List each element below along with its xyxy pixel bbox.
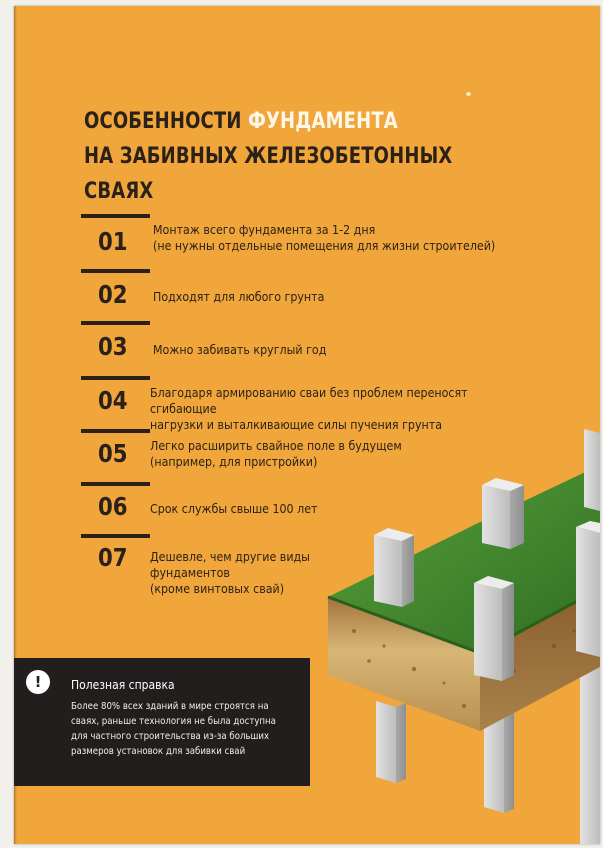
feature-divider	[81, 429, 150, 433]
feature-divider	[81, 482, 150, 486]
pile-upper-back	[482, 478, 524, 549]
feature-number: 01	[98, 227, 128, 256]
feature-text	[153, 222, 501, 254]
feature-divider	[81, 376, 150, 380]
feature-number: 06	[98, 492, 128, 521]
feature-divider	[81, 321, 150, 325]
piles-in-ground-illustration	[314, 421, 600, 844]
info-text	[71, 699, 276, 759]
feature-text	[153, 289, 501, 305]
info-text-line: для частного строительства из-за больших	[71, 731, 270, 742]
useful-info-box	[14, 658, 310, 786]
pile-upper-right	[576, 429, 600, 657]
feature-text-line: Легко расширить свайное поле в будущем	[150, 438, 402, 453]
title-highlight: ФУНДАМЕНТА	[248, 108, 398, 134]
feature-text-line: фундаментов	[150, 565, 230, 580]
feature-number: 03	[98, 332, 128, 361]
feature-number: 02	[98, 280, 128, 309]
feature-text-line: Подходят для любого грунта	[153, 289, 325, 304]
paper-speck	[466, 92, 471, 96]
feature-text-line: Срок службы свыше 100 лет	[150, 501, 318, 516]
info-text-line: сваях, раньше технология не была доступна	[71, 716, 276, 727]
feature-text-line: (например, для пристройки)	[150, 454, 318, 469]
feature-item-01	[81, 214, 541, 254]
exclamation-icon: !	[26, 670, 50, 694]
brochure-page	[14, 6, 600, 844]
pile-upper-center	[474, 576, 514, 681]
feature-text-line: Дешевле, чем другие виды	[150, 549, 310, 564]
feature-text-line: (кроме винтовых свай)	[150, 581, 285, 596]
feature-text-line: (не нужны отдельные помещения для жизни строителей)	[153, 238, 496, 253]
feature-item-04	[81, 376, 541, 432]
info-title: Полезная справка	[71, 678, 175, 692]
feature-text-line: Благодаря армированию сваи без проблем переносят сгибающие	[150, 385, 468, 416]
pile-lower-right	[580, 651, 600, 844]
page-title	[84, 104, 476, 209]
feature-item-02	[81, 269, 541, 309]
title-line-2: НА ЗАБИВНЫХ ЖЕЛЕЗОБЕТОННЫХ СВАЯХ	[84, 143, 453, 204]
info-text-line: размеров установок для забивки свай	[71, 746, 246, 757]
feature-divider	[81, 534, 150, 538]
feature-number: 04	[98, 386, 128, 415]
pile-lower-left	[376, 701, 406, 783]
feature-number: 05	[98, 439, 128, 468]
feature-text-line: Можно забивать круглый год	[153, 342, 327, 357]
pile-upper-left	[374, 528, 414, 607]
feature-text	[153, 342, 501, 358]
info-text-line: Более 80% всех зданий в мире строятся на	[71, 701, 269, 712]
feature-text-line: нагрузки и выталкивающие силы пучения грунта	[150, 417, 443, 432]
feature-divider	[81, 269, 150, 273]
feature-item-03	[81, 321, 541, 361]
feature-text-line: Монтаж всего фундамента за 1-2 дня	[153, 222, 376, 237]
feature-divider	[81, 214, 150, 218]
title-part-1: ОСОБЕННОСТИ	[84, 108, 242, 134]
feature-number: 07	[98, 543, 128, 572]
